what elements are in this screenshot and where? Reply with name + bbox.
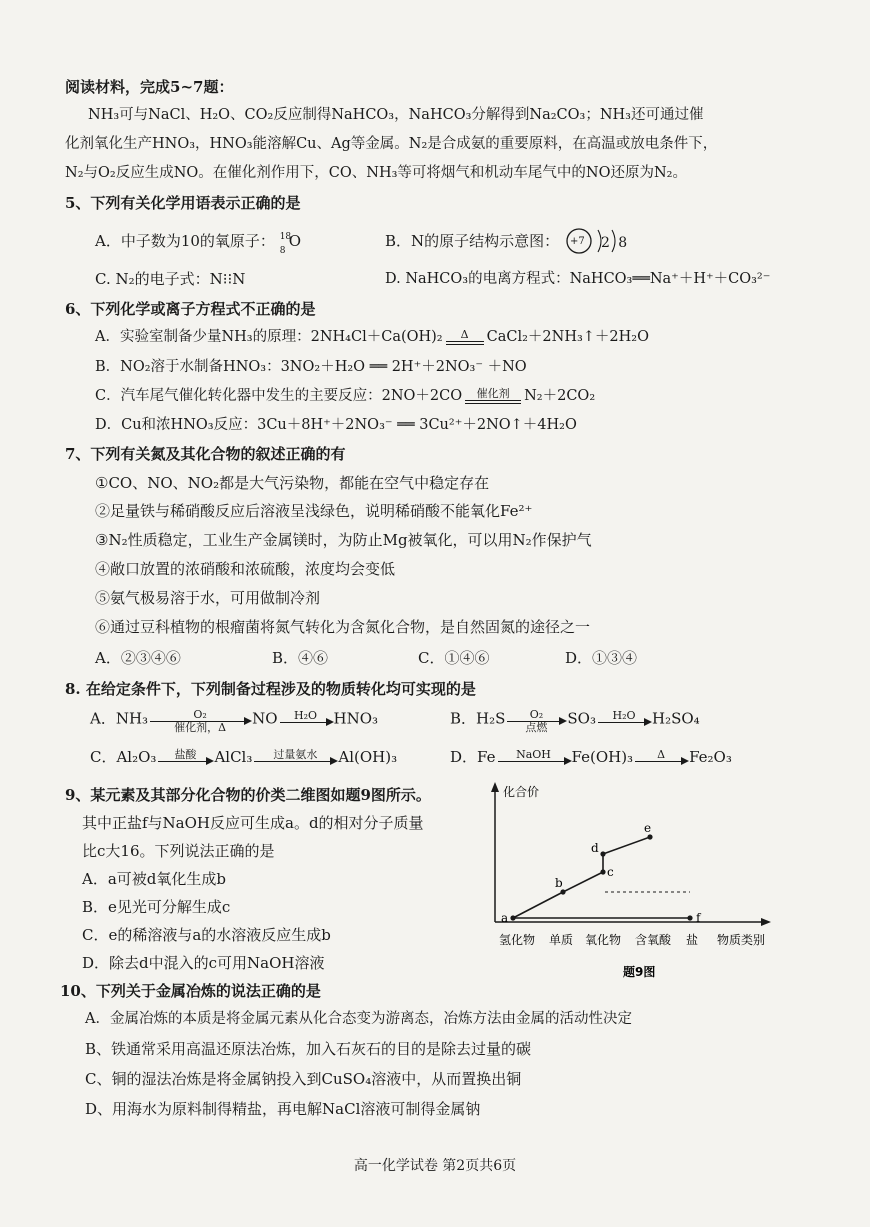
- q8-b-end: H₂SO₄: [652, 709, 700, 728]
- q5-option-c: C. N₂的电子式：N⁝⁝N: [95, 270, 246, 288]
- arrow-icon: [158, 749, 212, 762]
- q9-stem: 9、某元素及其部分化合物的价类二维图如题9图所示。: [65, 786, 431, 804]
- q6-c-reactants: C．汽车尾气催化转化器中发生的主要反应：2NO＋2CO: [95, 388, 463, 404]
- point-c: [600, 869, 605, 874]
- arrow-icon: [507, 709, 565, 734]
- y-axis-label: 化合价: [503, 785, 540, 799]
- intro-line-1: NH₃可与NaCl、H₂O、CO₂反应制得NaHCO₃，NaHCO₃分解得到Na₂CO₃；NH₃还可通过催: [88, 107, 704, 123]
- x-cat-oxyacid: 含氧酸: [635, 933, 672, 947]
- q7-statement-4: ④敞口放置的浓硝酸和浓硫酸，浓度均会变低: [95, 560, 396, 578]
- segment-d-e: [603, 837, 650, 854]
- point-a: [510, 915, 515, 920]
- q6-c-products: N₂＋2CO₂: [524, 388, 596, 404]
- point-b: [560, 889, 565, 894]
- intro-line-3: N₂与O₂反应生成NO。在催化剂作用下，CO、NH₃等可将烟气和机动车尾气中的NO还原为N₂。: [65, 165, 687, 181]
- q10-option-b: B、铁通常采用高温还原法冶炼，加入石灰石的目的是除去过量的碳: [85, 1040, 532, 1058]
- q6-option-c: [95, 385, 595, 407]
- q8-c-cond1-top: 盐酸: [174, 747, 197, 761]
- segment-b-c: [563, 872, 603, 892]
- q8-b-cond1-bottom: 点燃: [525, 721, 548, 734]
- q10-stem: 10、下列关于金属冶炼的说法正确的是: [60, 982, 321, 1000]
- q8-d-cond1-top: NaOH: [516, 747, 551, 761]
- q7-option-d: D．①③④: [565, 649, 638, 667]
- oxygen-isotope-symbol: [279, 230, 302, 256]
- q8-c-cond2-top: 过量氨水: [273, 747, 318, 761]
- q7-statement-1: ①CO、NO、NO₂都是大气污染物，都能在空气中稳定存在: [95, 474, 490, 492]
- q6-option-b: B．NO₂溶于水制备HNO₃：3NO₂＋H₂O ══ 2H⁺＋2NO₃⁻ ＋NO: [95, 359, 527, 375]
- q9-stem-line-3: 比c大16。下列说法正确的是: [82, 842, 275, 860]
- q8-c-mid: AlCl₃: [214, 748, 253, 766]
- point-d: [600, 851, 605, 856]
- label-f: f: [696, 911, 701, 925]
- q7-option-b: B．④⑥: [272, 649, 329, 667]
- q10-option-d: D、用海水为原料制得精盐，再电解NaCl溶液可制得金属钠: [85, 1100, 481, 1118]
- electron-shells: 2 8: [600, 235, 630, 251]
- q8-c-end: Al(OH)₃: [338, 748, 398, 766]
- q8-d-end: Fe₂O₃: [689, 748, 732, 766]
- q8-a-start: A．NH₃: [90, 709, 149, 728]
- diagram-svg: [485, 782, 775, 982]
- q9-stem-line-2: 其中正盐f与NaOH反应可生成a。d的相对分子质量: [82, 814, 424, 832]
- q8-a-cond1-top: O₂: [193, 708, 207, 721]
- condition-heat: Δ: [460, 328, 469, 341]
- label-c: c: [607, 865, 614, 879]
- atom-structure-diagram: [564, 230, 654, 252]
- q7-statement-5: ⑤氨气极易溶于水，可用做制冷剂: [95, 589, 321, 607]
- nucleus-charge: +7: [569, 236, 585, 247]
- q8-c-start: C．Al₂O₃: [90, 748, 157, 766]
- q8-stem: 8. 在给定条件下，下列制备过程涉及的物质转化均可实现的是: [65, 680, 476, 698]
- q6-option-a: [95, 326, 649, 348]
- q10-option-a: A．金属冶炼的本质是将金属元素从化合态变为游离态，冶炼方法由金属的活动性决定: [85, 1011, 632, 1027]
- equilibrium-sign: [446, 329, 484, 345]
- intro-line-2: 化剂氧化生产HNO₃，HNO₃能溶解Cu、Ag等金属。N₂是合成氨的重要原料，在高温或放电条件下，: [65, 136, 718, 152]
- arrow-icon: [635, 749, 687, 762]
- q9-option-d: D．除去d中混入的c可用NaOH溶液: [82, 954, 325, 972]
- q8-d-mid: Fe(OH)₃: [571, 748, 634, 766]
- label-e: e: [644, 821, 652, 835]
- page-footer: 高一化学试卷 第2页共6页: [353, 1158, 517, 1174]
- q7-stem: 7、下列有关氮及其化合物的叙述正确的有: [65, 445, 346, 463]
- q8-d-start: D．Fe: [450, 748, 496, 766]
- q8-option-d: [450, 746, 732, 768]
- x-cat-salt: 盐: [686, 933, 699, 947]
- q8-option-c: [90, 746, 397, 768]
- label-b: b: [555, 876, 563, 890]
- valence-category-diagram: [485, 782, 775, 982]
- arrow-icon: [150, 709, 250, 734]
- q9-option-b: B．e见光可分解生成c: [82, 898, 231, 916]
- q8-a-cond1-bottom: 催化剂，Δ: [174, 721, 227, 734]
- element-symbol: O: [288, 232, 302, 250]
- label-a: a: [501, 911, 509, 925]
- q9-option-c: C．e的稀溶液与a的水溶液反应生成b: [82, 926, 331, 944]
- arrow-icon: [280, 710, 332, 723]
- q6-option-d: D．Cu和浓HNO₃反应：3Cu＋8H⁺＋2NO₃⁻ ══ 3Cu²⁺＋2NO↑＋4H₂O: [95, 417, 577, 433]
- label-d: d: [591, 841, 599, 855]
- q10-option-c: C、铜的湿法冶炼是将金属钠投入到CuSO₄溶液中，从而置换出铜: [85, 1070, 522, 1088]
- q6-a-products: CaCl₂＋2NH₃↑＋2H₂O: [486, 329, 649, 345]
- q7-option-a: A．②③④⑥: [95, 649, 181, 667]
- q8-b-cond2-top: H₂O: [612, 709, 636, 722]
- q8-b-mid: SO₃: [567, 709, 596, 728]
- q7-option-c: C．①④⑥: [418, 649, 490, 667]
- q8-a-end: HNO₃: [333, 709, 379, 728]
- q5-option-a-text: A．中子数为10的氧原子：: [95, 232, 275, 250]
- q7-statement-3: ③N₂性质稳定，工业生产金属镁时，为防止Mg被氧化，可以用N₂作保护气: [95, 531, 592, 549]
- x-cat-oxide: 氧化物: [585, 933, 622, 947]
- x-cat-element: 单质: [549, 933, 574, 947]
- x-axis-arrow-icon: [761, 918, 771, 926]
- q5-option-d: D. NaHCO₃的电离方程式：NaHCO₃══Na⁺＋H⁺＋CO₃²⁻: [385, 271, 771, 287]
- arrow-icon: [254, 749, 336, 762]
- q6-a-reactants: A．实验室制备少量NH₃的原理：2NH₄Cl＋Ca(OH)₂: [95, 329, 443, 345]
- q5-stem: 5、下列有关化学用语表示正确的是: [65, 194, 301, 212]
- q5-option-b-text: B．N的原子结构示意图：: [385, 232, 560, 250]
- atomic-number: 8: [279, 246, 286, 256]
- figure-caption: 题9图: [623, 965, 656, 979]
- q5-option-b: [385, 230, 654, 252]
- arrow-icon: [598, 710, 650, 723]
- q8-d-cond2-top: Δ: [657, 747, 666, 761]
- q8-a-cond2-top: H₂O: [293, 709, 318, 722]
- point-e: [647, 834, 652, 839]
- x-cat-hydride: 氢化物: [499, 933, 536, 947]
- q8-option-a: [90, 707, 378, 732]
- arrow-icon: [498, 749, 570, 762]
- q8-option-b: [450, 707, 700, 732]
- q8-a-mid: NO: [252, 709, 278, 728]
- intro-title: 阅读材料，完成5~7题：: [65, 78, 234, 96]
- q7-statement-6: ⑥通过豆科植物的根瘤菌将氮气转化为含氮化合物，是自然固氮的途径之一: [95, 618, 591, 636]
- q9-option-a: A．a可被d氧化生成b: [82, 870, 226, 888]
- point-f: [687, 915, 692, 920]
- y-axis-arrow-icon: [491, 782, 499, 792]
- q7-statement-2: ②足量铁与稀硝酸反应后溶液呈浅绿色，说明稀硝酸不能氧化Fe²⁺: [95, 502, 533, 520]
- x-axis-label: 物质类别: [717, 933, 766, 947]
- mass-number: 18: [279, 232, 292, 242]
- q6-stem: 6、下列化学或离子方程式不正确的是: [65, 300, 316, 318]
- segment-a-b: [513, 892, 563, 918]
- condition-catalyst: 催化剂: [476, 387, 510, 400]
- q8-b-start: B．H₂S: [450, 709, 506, 728]
- catalyst-sign: [465, 388, 521, 404]
- q5-option-a: [95, 230, 302, 256]
- q8-b-cond1-top: O₂: [529, 708, 544, 721]
